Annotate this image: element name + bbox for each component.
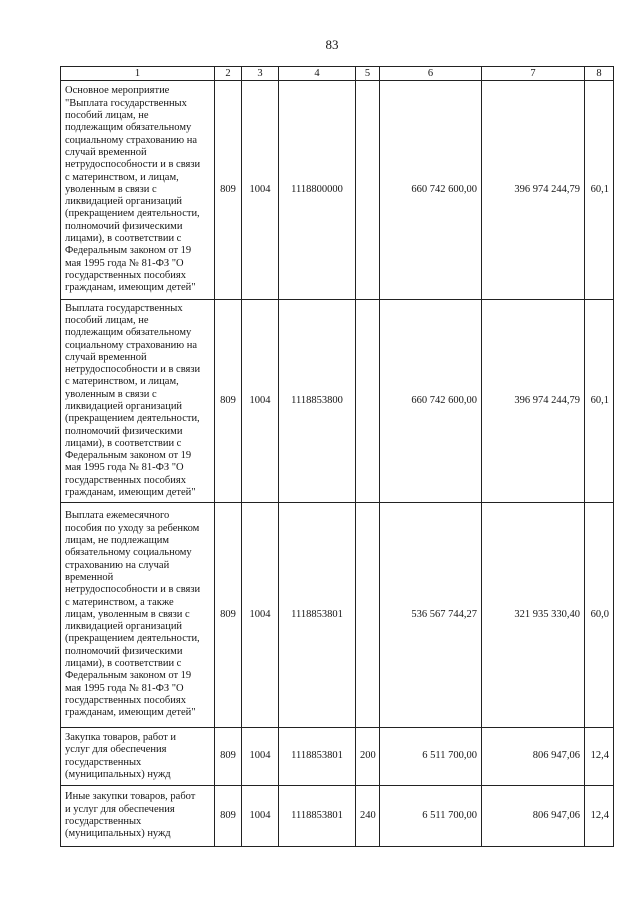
table-row [61, 503, 614, 728]
row-percent: 12,4 [585, 728, 614, 786]
row-percent: 60,1 [585, 81, 614, 300]
table-header-row [61, 67, 614, 81]
row-target-article: 1118853801 [279, 728, 356, 786]
row-expense-type: 200 [356, 728, 380, 786]
header-cell-1: 1 [61, 67, 215, 81]
row-expense-type [356, 81, 380, 300]
header-cell-4: 4 [279, 67, 356, 81]
row-percent: 60,0 [585, 503, 614, 728]
row-planned-amount: 660 742 600,00 [380, 300, 482, 503]
row-section-code: 1004 [242, 786, 279, 847]
row-executed-amount: 396 974 244,79 [482, 300, 585, 503]
row-percent: 12,4 [585, 786, 614, 847]
header-cell-2: 2 [215, 67, 242, 81]
row-section-code: 1004 [242, 503, 279, 728]
row-ministry-code: 809 [215, 728, 242, 786]
row-ministry-code: 809 [215, 81, 242, 300]
row-description: Основное мероприятие "Выплата государственных пособий лицам, не подлежащим обязательному социальному страхованию на случай временной нетрудоспособности и в связи с материнством, и лицам, уволенным в связи с ликвидацией организаций (прекращением деятельности, полномочий физическими лицами), в соответствии с Федеральным законом от 19 мая 1995 года № 81-ФЗ "О государственных пособиях гражданам, имеющим детей" [61, 81, 215, 300]
row-description: Иные закупки товаров, работ и услуг для обеспечения государственных (муниципальных) нужд [61, 786, 215, 847]
row-target-article: 1118853800 [279, 300, 356, 503]
row-expense-type [356, 300, 380, 503]
row-target-article: 1118800000 [279, 81, 356, 300]
row-executed-amount: 396 974 244,79 [482, 81, 585, 300]
header-cell-6: 6 [380, 67, 482, 81]
row-description: Закупка товаров, работ и услуг для обеспечения государственных (муниципальных) нужд [61, 728, 215, 786]
row-executed-amount: 806 947,06 [482, 728, 585, 786]
row-planned-amount: 6 511 700,00 [380, 786, 482, 847]
row-section-code: 1004 [242, 300, 279, 503]
row-expense-type [356, 503, 380, 728]
row-planned-amount: 660 742 600,00 [380, 81, 482, 300]
row-executed-amount: 806 947,06 [482, 786, 585, 847]
header-cell-7: 7 [482, 67, 585, 81]
header-cell-8: 8 [585, 67, 614, 81]
table-row [61, 81, 614, 300]
table-row [61, 300, 614, 503]
header-cell-5: 5 [356, 67, 380, 81]
row-planned-amount: 6 511 700,00 [380, 728, 482, 786]
row-expense-type: 240 [356, 786, 380, 847]
table-row [61, 786, 614, 847]
row-section-code: 1004 [242, 81, 279, 300]
row-planned-amount: 536 567 744,27 [380, 503, 482, 728]
row-executed-amount: 321 935 330,40 [482, 503, 585, 728]
page-number: 83 [325, 37, 339, 52]
row-ministry-code: 809 [215, 503, 242, 728]
budget-table [60, 66, 614, 847]
header-cell-3: 3 [242, 67, 279, 81]
row-target-article: 1118853801 [279, 503, 356, 728]
row-ministry-code: 809 [215, 786, 242, 847]
row-ministry-code: 809 [215, 300, 242, 503]
row-target-article: 1118853801 [279, 786, 356, 847]
row-section-code: 1004 [242, 728, 279, 786]
row-description: Выплата ежемесячного пособия по уходу за ребенком лицам, не подлежащим обязательному социальному страхованию на случай временной нетрудоспособности и в связи с материнством, а также лицам, уволенным в связи с ликвидацией организаций (прекращением деятельности, полномочий физическими лицами), в соответствии с Федеральным законом от 19 мая 1995 года № 81-ФЗ "О государственных пособиях гражданам, имеющим детей" [61, 503, 215, 728]
table-row [61, 728, 614, 786]
row-description: Выплата государственных пособий лицам, не подлежащим обязательному социальному страхованию на случай временной нетрудоспособности и в связи с материнством, и лицам, уволенным в связи с ликвидацией организаций (прекращением деятельности, полномочий физическими лицами), в соответствии с Федеральным законом от 19 мая 1995 года № 81-ФЗ "О государственных пособиях гражданам, имеющим детей" [61, 300, 215, 503]
row-percent: 60,1 [585, 300, 614, 503]
